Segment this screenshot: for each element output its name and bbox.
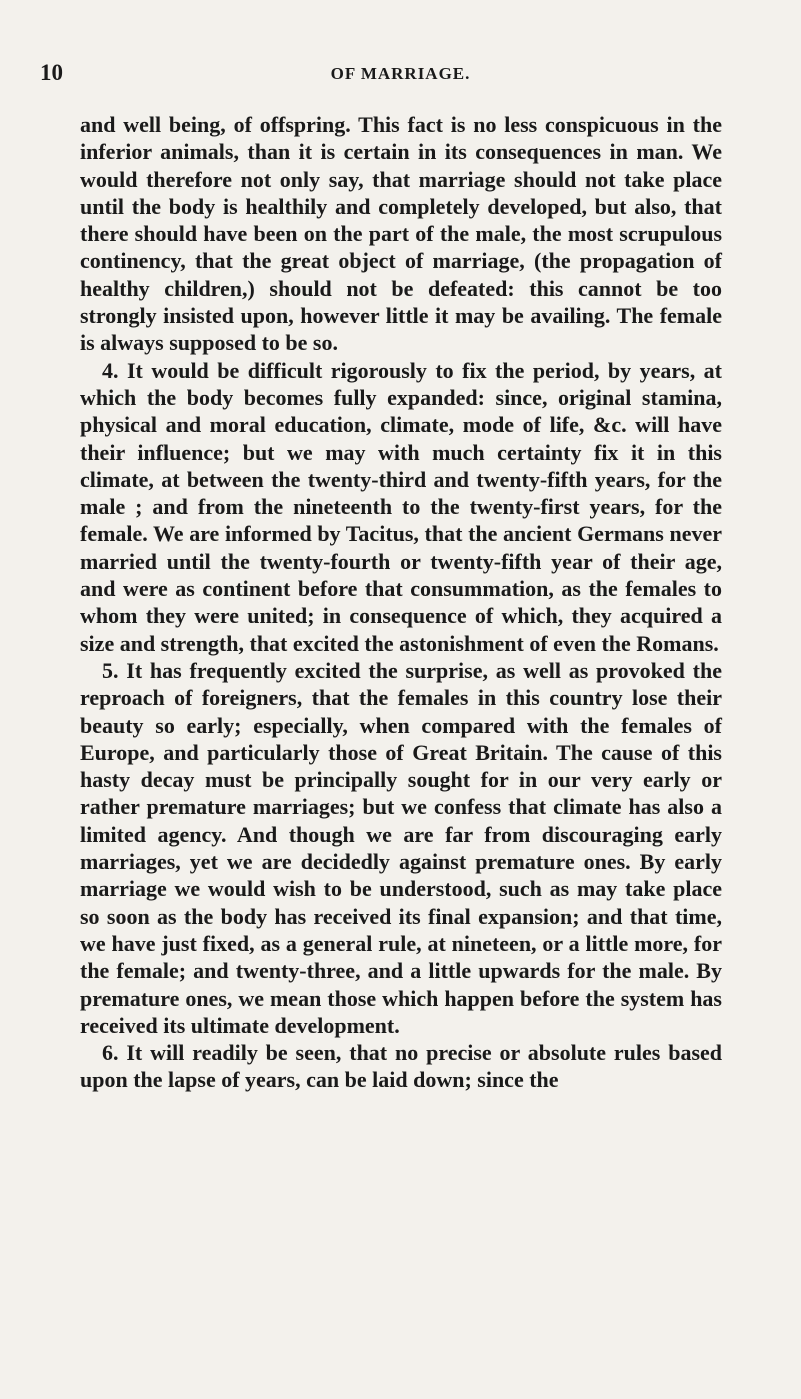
paragraph-5: 5. It has frequently excited the surprise, as well as provoked the reproach of foreigners, that the females in this country lose their beauty so early; especially, when compared with the females of Europe, and particularly those of Great Britain. The cause of this hasty decay must be principally sought for in our very early or rather premature marriages; but we confess that climate has also a limited agency. And though we are far from discouraging early marriages, yet we are decidedly against premature ones. By early marriage we would wish to be understood, such as may take place so soon as the body has received its final expansion; and that time, we have just fixed, as a general rule, at nineteen, or a little more, for the female; and twenty-three, and a little upwards for the male. By premature ones, we mean those which happen before the system has received its ultimate development. xyxy=(80,657,722,1038)
paragraph-6: 6. It will readily be seen, that no precise or absolute rules based upon the lapse of years, can be laid down; since the xyxy=(80,1040,722,1093)
paragraph-continuation: and well being, of offspring. This fact is no less conspicuous in the inferior animals, than it is certain in its consequences in man. We would therefore not only say, that marriage should not take place until the body is healthily and completely developed, but also, that there should have been on the part of the male, the most scrupulous continency, that the great object of marriage, (the propagation of healthy children,) should not be defeated: this cannot be too strongly insisted upon, however little it may be availing. The female is always supposed to be so. xyxy=(80,112,722,356)
page-number: 10 xyxy=(40,60,63,85)
running-head xyxy=(40,60,761,90)
body-text xyxy=(80,111,722,1094)
running-title: OF MARRIAGE. xyxy=(330,64,471,83)
paragraph-4: 4. It would be difficult rigorously to fix the period, by years, at which the body becomes fully expanded: since, original stamina, physical and moral education, climate, mode of life, &c. will have their influence; but we may with much certainty fix it in this climate, at between the twenty-third and twenty-fifth years, for the male ; and from the nineteenth to the twenty-first years, for the female. We are informed by Tacitus, that the ancient Germans never married until the twenty-fourth or twenty-fifth year of their age, and were as continent before that consummation, as the females to whom they were united; in consequence of which, they acquired a size and strength, that excited the astonishment of even the Romans. xyxy=(80,357,722,656)
